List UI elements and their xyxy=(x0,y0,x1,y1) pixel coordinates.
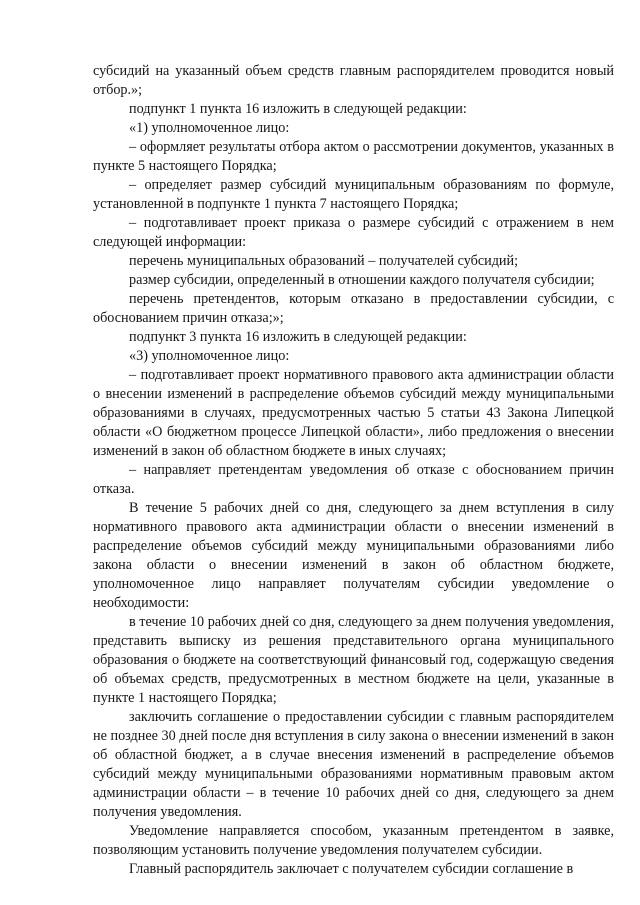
paragraph-authorized-person-3: «3) уполномоченное лицо: xyxy=(129,348,290,364)
paragraph-conclude-agreement: заключить соглашение о предоставлении субсидии с главным распорядителем не позднее 30 дней после дня вступления в силу закона о внесении изменений в закон об областной бюджет, а в случае внесения изменений в распределение объемов субсидий между муниципальными образованиями нормативным правовым актом администрации области – в течение 10 рабочих дней со дня, следующего за днем получения уведомления. xyxy=(93,709,614,820)
paragraph-sends-refusals: – направляет претендентам уведомления об отказе с обоснованием причин отказа. xyxy=(93,462,614,497)
paragraph-prepares-draft-act: – подготавливает проект нормативного правового акта администрации области о внесении изменений в распределение объемов субсидий между муниципальными образованиями в случаях, предусмотренных частью 5 статьи 43 Закона Липецкой области «О бюджетном процессе Липецкой области», либо предложения о внесении изменений в закон об областном бюджете в иных случаях; xyxy=(93,367,614,459)
paragraph-subsidy-size: размер субсидии, определенный в отношении каждого получателя субсидии; xyxy=(129,272,595,288)
paragraph-main-administrator: Главный распорядитель заключает с получателем субсидии соглашение в xyxy=(129,861,574,877)
paragraph-list-recipients: перечень муниципальных образований – получателей субсидий; xyxy=(129,253,519,269)
paragraph-formalizes-results: – оформляет результаты отбора актом о рассмотрении документов, указанных в пункте 5 настоящего Порядка; xyxy=(93,139,614,174)
paragraph-notification-method: Уведомление направляется способом, указанным претендентом в заявке, позволяющим установить получение уведомления получателем субсидии. xyxy=(93,823,614,858)
paragraph-new-selection: субсидий на указанный объем средств главным распорядителем проводится новый отбор.»; xyxy=(93,63,614,98)
paragraph-subpoint-3-heading: подпункт 3 пункта 16 изложить в следующей редакции: xyxy=(129,329,467,345)
paragraph-authorized-person-1: «1) уполномоченное лицо: xyxy=(129,120,290,136)
paragraph-prepares-order: – подготавливает проект приказа о размере субсидий с отражением в нем следующей информации: xyxy=(93,215,614,250)
paragraph-subpoint-1-heading: подпункт 1 пункта 16 изложить в следующей редакции: xyxy=(129,101,467,117)
paragraph-determines-amount: – определяет размер субсидий муниципальным образованиям по формуле, установленной в подпункте 1 пункта 7 настоящего Порядка; xyxy=(93,177,614,212)
paragraph-within-5-days: В течение 5 рабочих дней со дня, следующего за днем вступления в силу нормативного правового акта администрации области о внесении изменений в распределение объемов субсидий между муниципальными образованиями либо закона области о внесении изменений в закон об областном бюджете, уполномоченное лицо направляет получателям субсидии уведомление о необходимости: xyxy=(93,500,614,611)
paragraph-within-10-days: в течение 10 рабочих дней со дня, следующего за днем получения уведомления, представить выписку из решения представительного органа муниципального образования о бюджете на соответствующий финансовый год, содержащую сведения об объемах средств, предусмотренных в местном бюджете на цели, указанные в пункте 1 настоящего Порядка; xyxy=(93,614,614,706)
paragraph-list-refused: перечень претендентов, которым отказано в предоставлении субсидии, с обоснованием причин отказа;»; xyxy=(93,291,614,326)
